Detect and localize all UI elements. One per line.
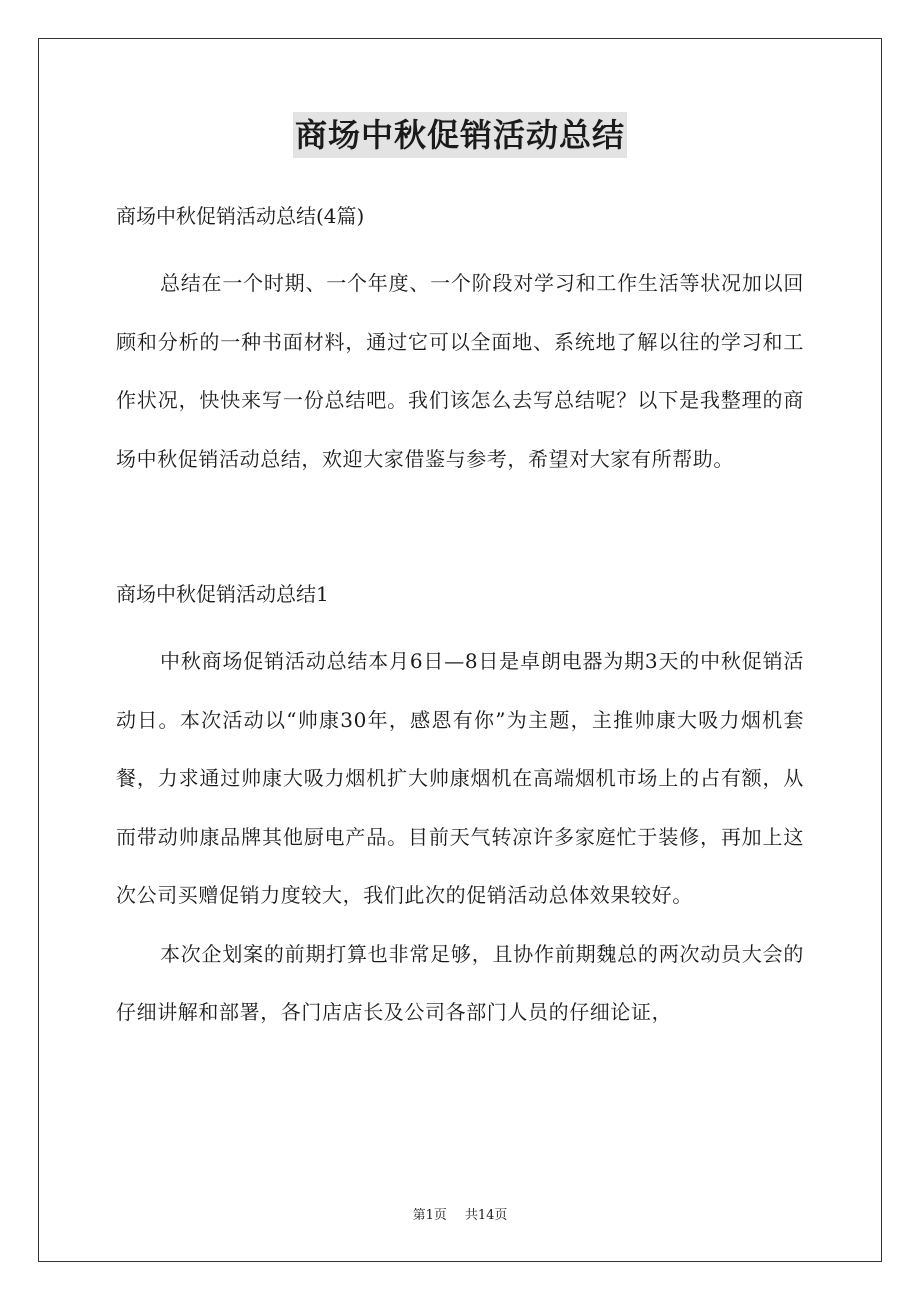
spacer: [116, 488, 804, 574]
body-paragraph: 本次企划案的前期打算也非常足够，且协作前期魏总的两次动员大会的仔细讲解和部署，各门店店长及公司各部门人员的仔细论证，: [116, 941, 804, 1024]
body-paragraph: 中秋商场促销活动总结本月6日—8日是卓朗电器为期3天的中秋促销活动日。本次活动以“帅康30年，感恩有你”为主题，主推帅康大吸力烟机套餐，力求通过帅康大吸力烟机扩大帅康烟机在高端烟机市场上的占有额，从而带动帅康品牌其他厨电产品。目前天气转凉许多家庭忙于装修，再加上这次公司买赠促销力度较大，我们此次的促销活动总体效果较好。: [116, 649, 804, 907]
spacer: [116, 236, 804, 254]
document-subtitle: 商场中秋促销活动总结(4篇): [116, 204, 365, 228]
page-number: 第1页: [412, 1208, 447, 1223]
document-title-text: 商场中秋促销活动总结: [293, 112, 627, 158]
intro-paragraph: 总结在一个时期、一个年度、一个阶段对学习和工作生活等状况加以回顾和分析的一种书面材料，通过它可以全面地、系统地了解以往的学习和工作状况，快快来写一份总结吧。我们该怎么去写总结呢？以下是我整理的商场中秋促销活动总结，欢迎大家借鉴与参考，希望对大家有所帮助。: [116, 271, 804, 471]
page-total: 共14页: [464, 1208, 508, 1223]
spacer: [116, 614, 804, 632]
document-body: [116, 196, 804, 1042]
document-title: [0, 112, 920, 158]
section-heading: 商场中秋促销活动总结1: [116, 582, 329, 606]
page-footer: [0, 1206, 920, 1226]
